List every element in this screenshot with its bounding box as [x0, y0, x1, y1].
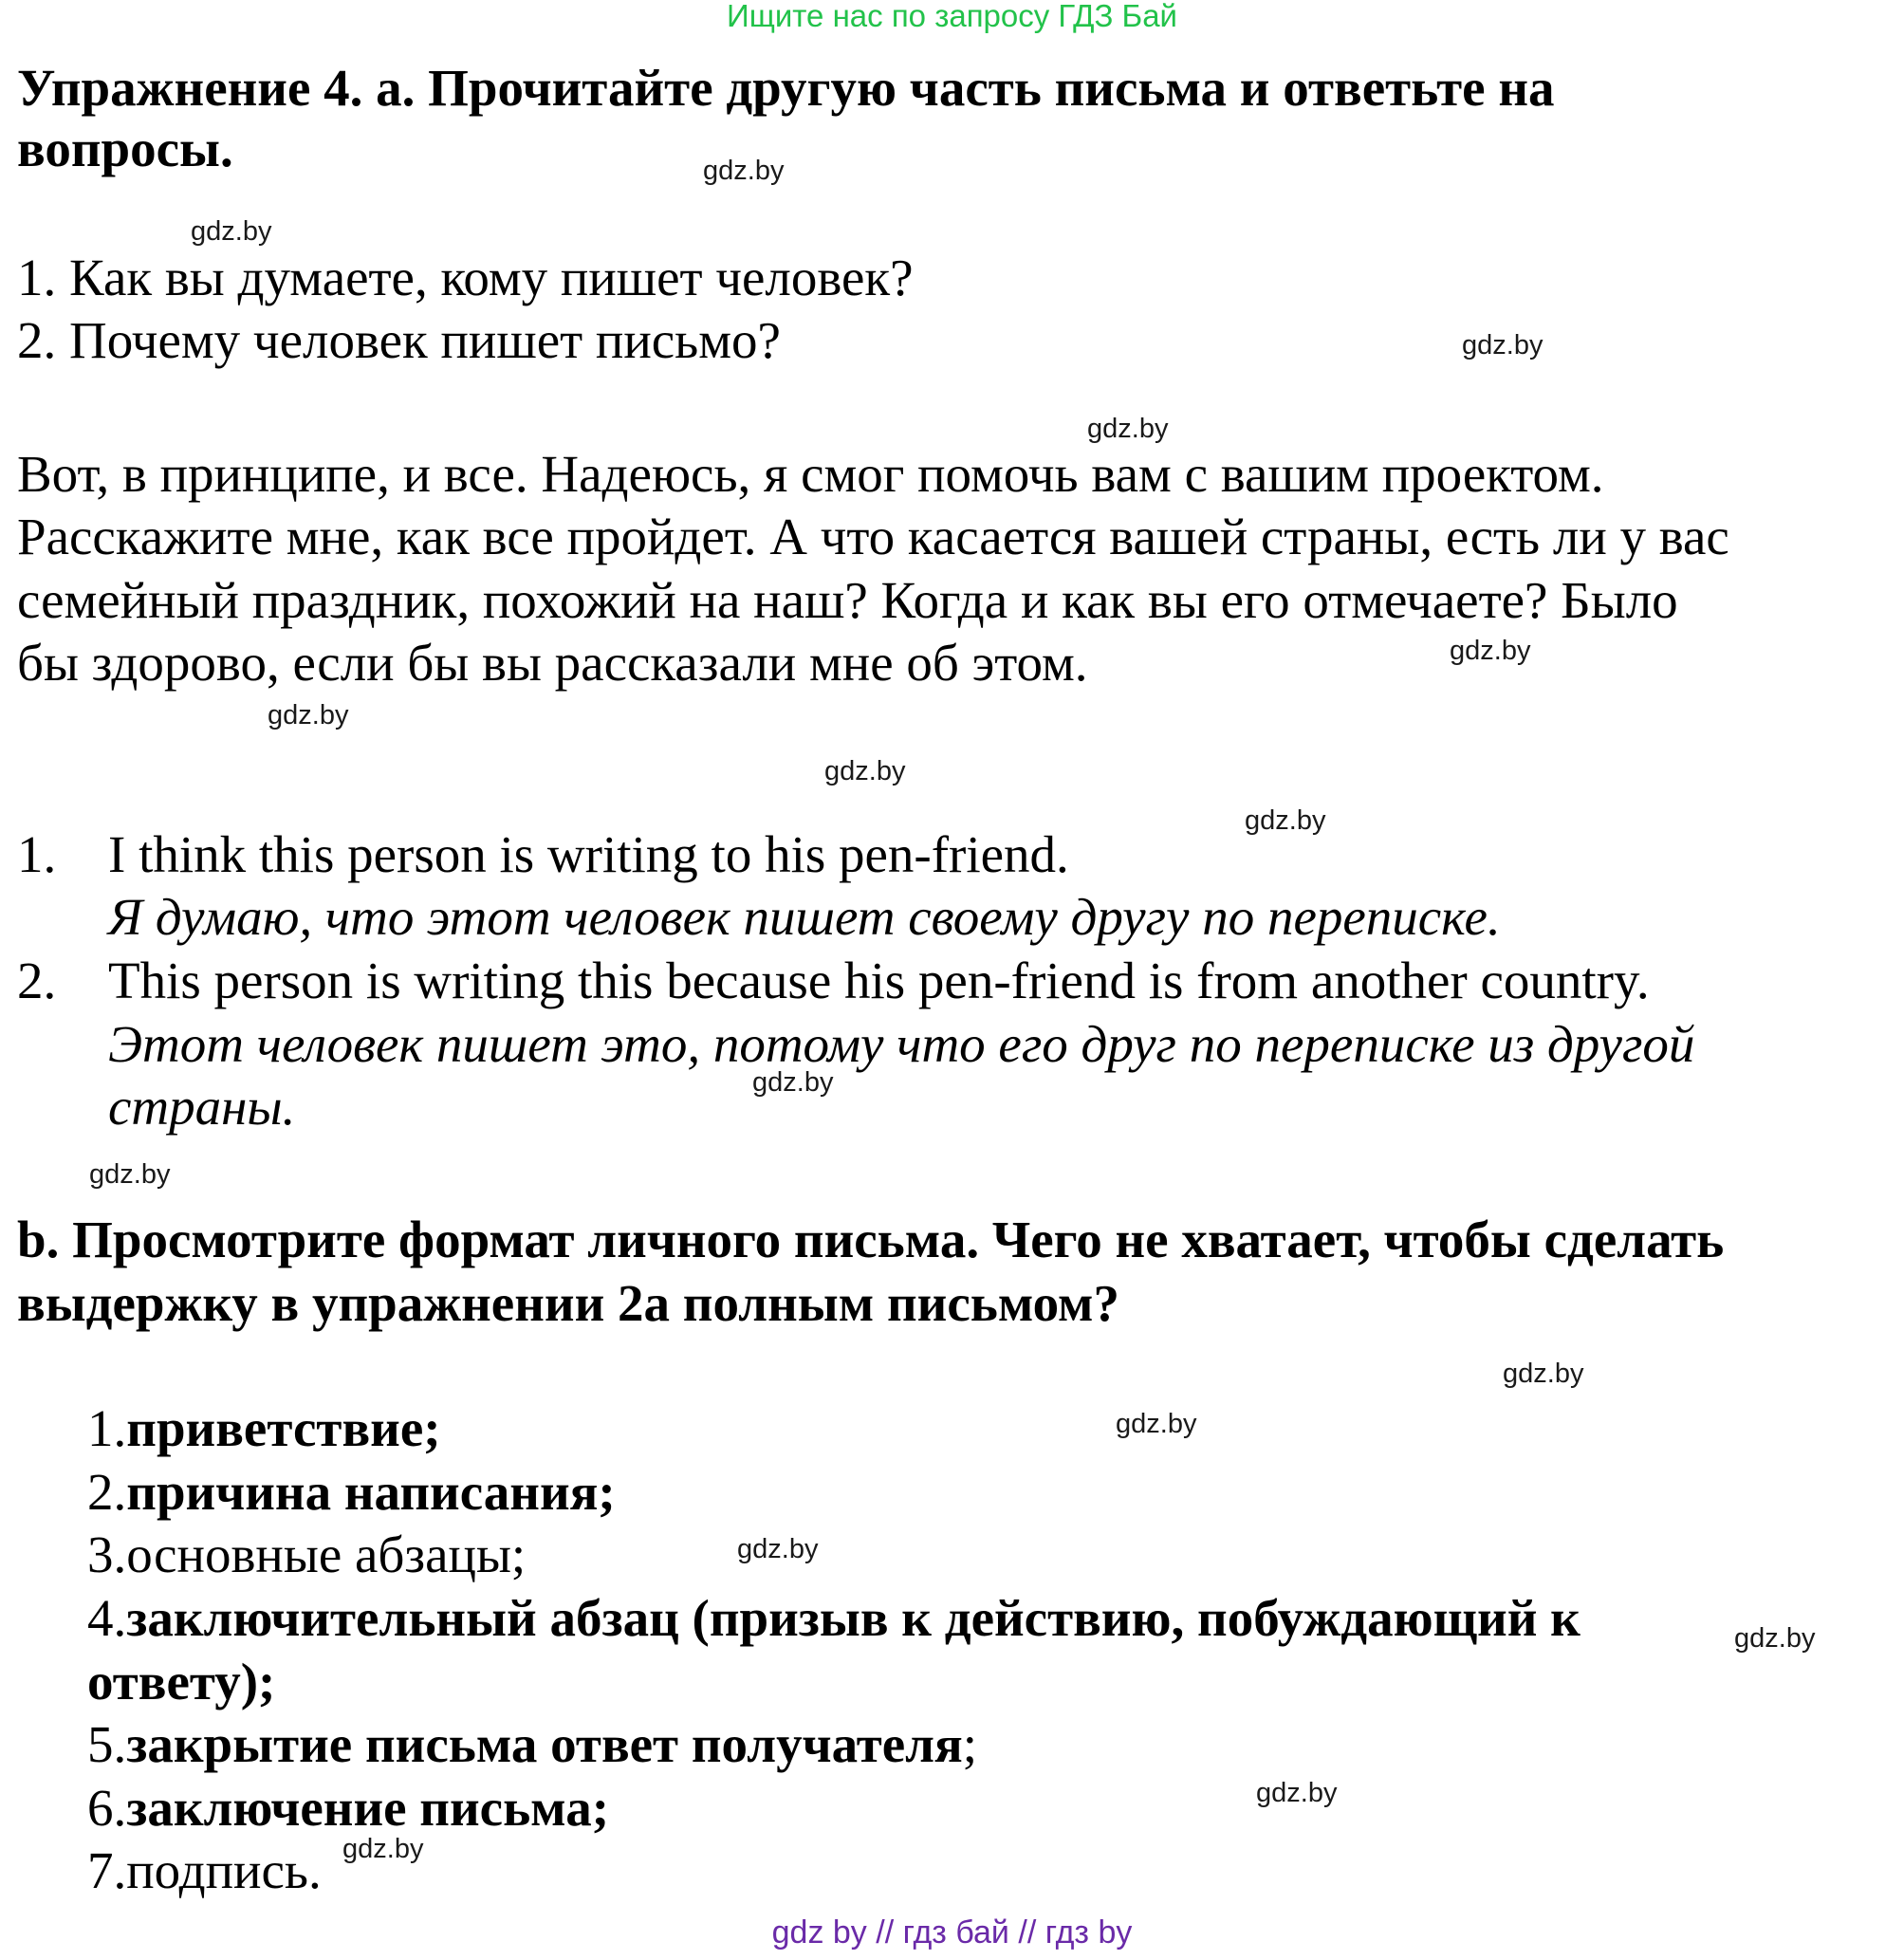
list-item-3: [87, 1524, 526, 1586]
list-item-2: [87, 1461, 616, 1524]
answer-1-number: 1.: [17, 825, 57, 883]
list-item-5: [87, 1713, 977, 1776]
watermark: gdz.by: [342, 1834, 424, 1864]
watermark: gdz.by: [1116, 1409, 1197, 1439]
letter-line-4: бы здорово, если бы вы рассказали мне об этом.: [17, 634, 1088, 692]
list-item-4-continuation: ответу);: [87, 1653, 276, 1710]
question-1: 1. Как вы думаете, кому пишет человек?: [17, 249, 914, 306]
answer-2-english: This person is writing this because his pen-friend is from another country.: [108, 952, 1650, 1009]
exercise-b-title-line2: выдержку в упражнении 2a полным письмом?: [17, 1274, 1119, 1332]
list-item-tail: ;: [962, 1715, 978, 1773]
list-item-number: 1.: [87, 1399, 127, 1457]
list-item-text: закрытие письма ответ получателя: [126, 1715, 963, 1773]
list-item-text: приветствие;: [126, 1399, 441, 1457]
watermark: gdz.by: [1462, 330, 1544, 361]
watermark: gdz.by: [703, 156, 785, 186]
answer-2-number: 2.: [17, 952, 57, 1009]
letter-line-1: Вот, в принципе, и все. Надеюсь, я смог помочь вам с вашим проектом.: [17, 445, 1604, 503]
watermark: gdz.by: [1450, 636, 1531, 666]
watermark: gdz.by: [1503, 1359, 1584, 1389]
list-item-1: [87, 1397, 441, 1460]
answer-2-russian-line1: Этот человек пишет это, потому что его друг по переписке из другой: [108, 1015, 1695, 1073]
list-item-4: [87, 1587, 1581, 1650]
list-item-number: 2.: [87, 1463, 127, 1521]
watermark: gdz.by: [268, 700, 349, 730]
watermark: gdz.by: [89, 1159, 171, 1190]
question-2: 2. Почему человек пишет письмо?: [17, 311, 781, 369]
answer-1-english: I think this person is writing to his pen-friend.: [108, 825, 1069, 883]
list-item-text: заключительный абзац (призыв к действию, побуждающий к: [126, 1589, 1581, 1647]
list-item-text: основные абзацы;: [126, 1525, 527, 1583]
list-item-text: причина написания;: [126, 1463, 616, 1521]
watermark: gdz.by: [1256, 1778, 1338, 1808]
list-item-number: 7.: [87, 1841, 127, 1899]
list-item-number: 3.: [87, 1525, 127, 1583]
watermark: gdz.by: [752, 1067, 834, 1098]
letter-line-2: Расскажите мне, как все пройдет. А что касается вашей страны, есть ли у вас: [17, 508, 1729, 565]
list-item-number: 6.: [87, 1779, 127, 1837]
list-item-number: 5.: [87, 1715, 127, 1773]
exercise-a-title-line2: вопросы.: [17, 120, 233, 177]
watermark: gdz.by: [737, 1534, 819, 1564]
list-item-7: [87, 1840, 322, 1902]
list-item-text: заключение письма;: [126, 1779, 610, 1837]
watermark: gdz.by: [1087, 414, 1169, 444]
answer-2-russian-line2: страны.: [108, 1078, 296, 1136]
watermark: gdz.by: [1734, 1623, 1816, 1654]
watermark: gdz.by: [824, 756, 906, 786]
footer-links: gdz by // гдз бай // гдз by: [771, 1914, 1133, 1951]
exercise-b-title-line1: b. Просмотрите формат личного письма. Чего не хватает, чтобы сделать: [17, 1211, 1725, 1268]
top-banner: Ищите нас по запросу ГДЗ Бай: [727, 0, 1177, 33]
exercise-a-title-line1: Упражнение 4. a. Прочитайте другую часть письма и ответьте на: [17, 59, 1555, 117]
letter-line-3: семейный праздник, похожий на наш? Когда и как вы его отмечаете? Было: [17, 571, 1678, 629]
list-item-text: подпись.: [126, 1841, 322, 1899]
list-item-6: [87, 1777, 609, 1840]
watermark: gdz.by: [191, 216, 272, 247]
answer-1-russian: Я думаю, что этот человек пишет своему другу по переписке.: [108, 888, 1501, 946]
watermark: gdz.by: [1245, 805, 1326, 836]
list-item-number: 4.: [87, 1589, 127, 1647]
